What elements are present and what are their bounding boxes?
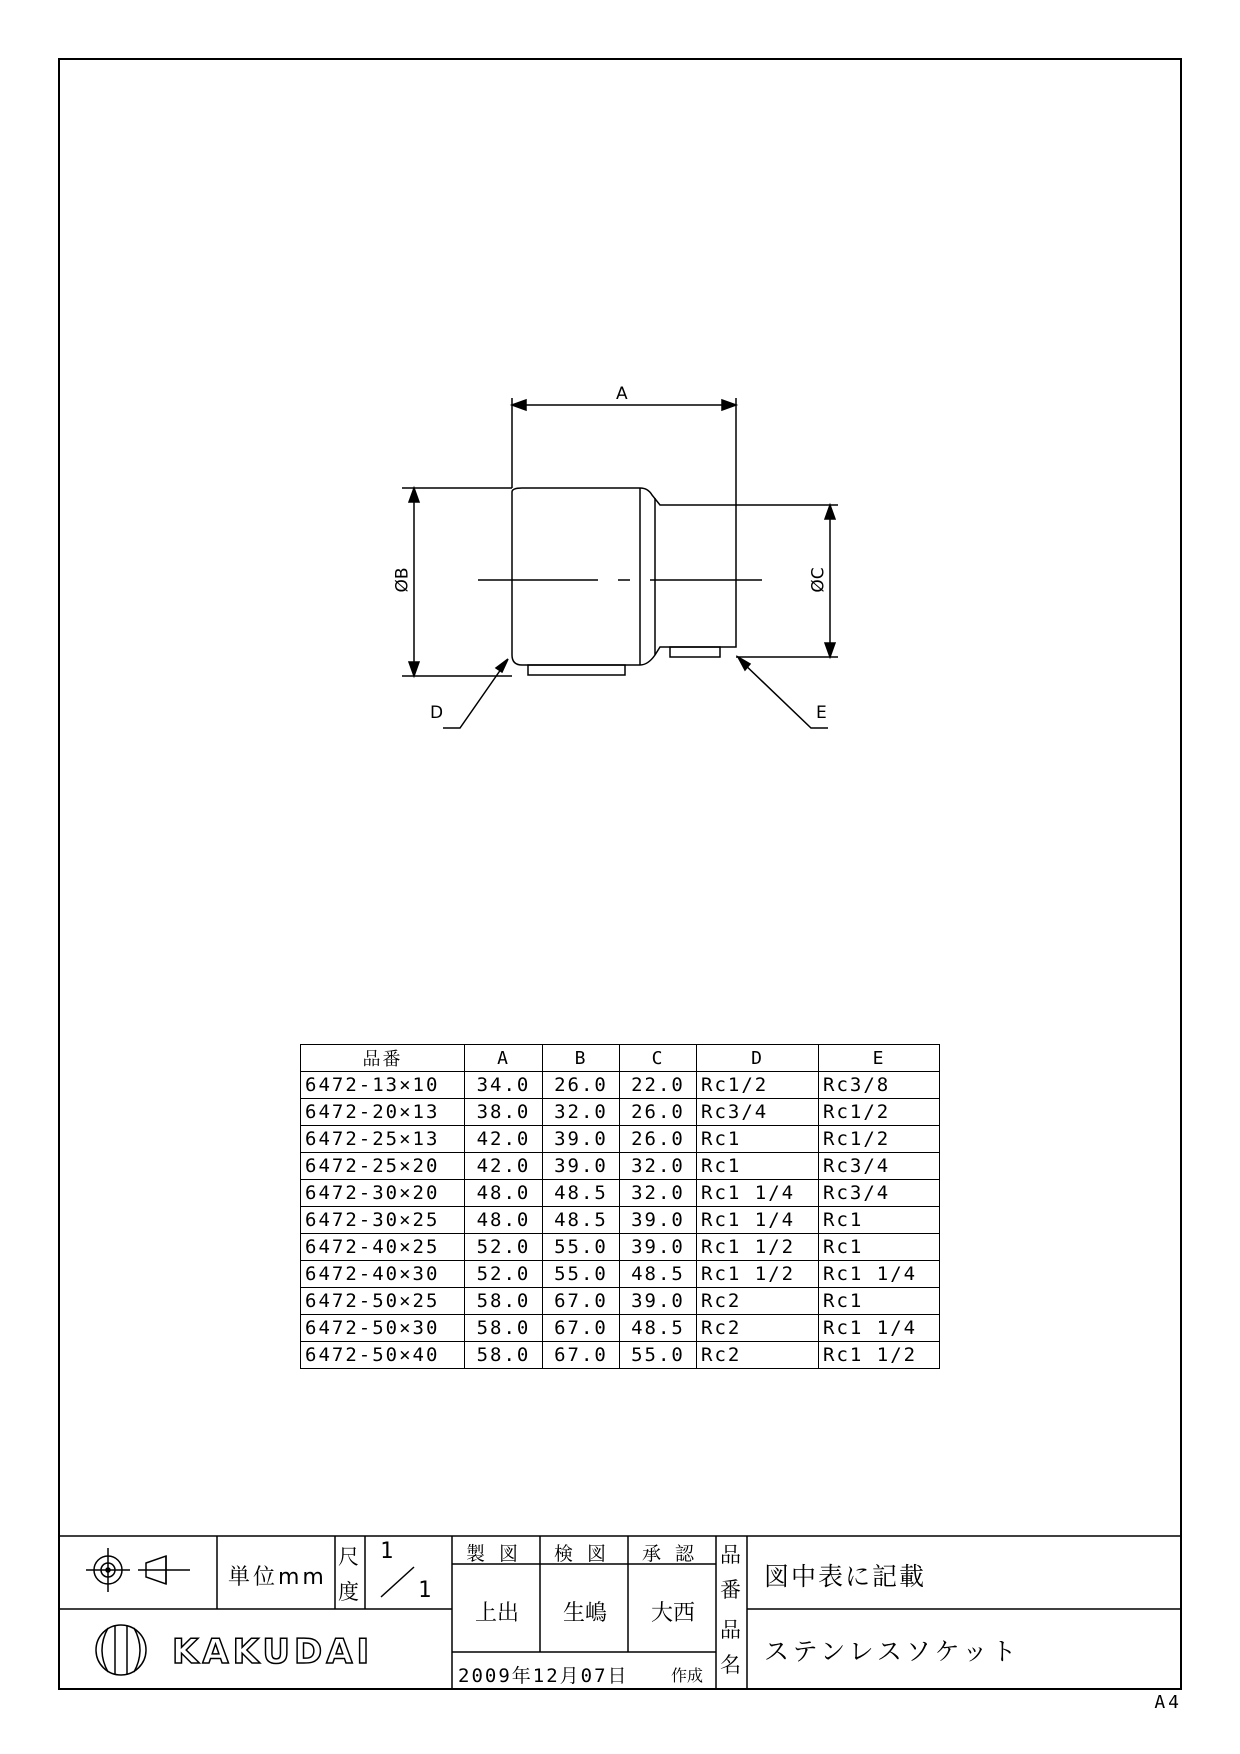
table-cell: Rc3/8 [819, 1072, 940, 1099]
header-part-no: 品番 [301, 1045, 465, 1072]
scale-denominator: 1 [418, 1578, 432, 1603]
table-cell: Rc3/4 [819, 1153, 940, 1180]
table-cell: 48.0 [465, 1207, 543, 1234]
table-cell: 26.0 [543, 1072, 620, 1099]
table-cell: 22.0 [620, 1072, 697, 1099]
table-cell: Rc1 [819, 1288, 940, 1315]
table-cell: Rc3/4 [697, 1099, 819, 1126]
approved-name: 大西 [651, 1601, 696, 1626]
part-name-value: ステンレスソケット [764, 1637, 1021, 1666]
table-cell: Rc1 1/4 [697, 1207, 819, 1234]
table-cell: 67.0 [543, 1342, 620, 1369]
table-cell: 6472-50×30 [301, 1315, 465, 1342]
created-label: 作成 [671, 1666, 704, 1685]
table-cell: Rc1 1/4 [819, 1261, 940, 1288]
scale-label-bottom: 度 [338, 1580, 359, 1604]
table-cell: 39.0 [620, 1234, 697, 1261]
table-cell: 26.0 [620, 1126, 697, 1153]
table-cell: Rc2 [697, 1315, 819, 1342]
table-cell: 58.0 [465, 1315, 543, 1342]
part-name-label-bottom: 名 [720, 1653, 741, 1677]
table-cell: Rc1 1/2 [697, 1234, 819, 1261]
table-cell: 55.0 [543, 1234, 620, 1261]
scale-numerator: 1 [380, 1539, 394, 1564]
table-cell: Rc3/4 [819, 1180, 940, 1207]
table-cell: 55.0 [543, 1261, 620, 1288]
dim-c-label: ØC [808, 567, 829, 593]
part-no-value: 図中表に記載 [764, 1562, 927, 1591]
table-cell: 6472-30×20 [301, 1180, 465, 1207]
table-cell: 6472-40×30 [301, 1261, 465, 1288]
table-cell: Rc1 [697, 1126, 819, 1153]
approved-label: 承 認 [642, 1543, 699, 1565]
table-cell: 42.0 [465, 1153, 543, 1180]
part-no-label-bottom: 番 [720, 1578, 741, 1602]
table-cell: 39.0 [620, 1288, 697, 1315]
table-cell: 52.0 [465, 1261, 543, 1288]
company-logo-text: KAKUDAI [172, 1632, 374, 1672]
header-b: B [543, 1045, 620, 1072]
table-cell: 6472-50×40 [301, 1342, 465, 1369]
table-cell: 26.0 [620, 1099, 697, 1126]
table-cell: 6472-13×10 [301, 1072, 465, 1099]
part-name-label-top: 品 [720, 1618, 741, 1642]
table-cell: 6472-50×25 [301, 1288, 465, 1315]
table-cell: 48.5 [620, 1261, 697, 1288]
table-cell: 6472-25×20 [301, 1153, 465, 1180]
table-cell: 6472-30×25 [301, 1207, 465, 1234]
table-cell: Rc1/2 [819, 1126, 940, 1153]
table-cell: 32.0 [620, 1180, 697, 1207]
table-cell: Rc1 1/4 [819, 1315, 940, 1342]
checked-name: 生嶋 [563, 1601, 608, 1626]
table-cell: 39.0 [543, 1126, 620, 1153]
table-cell: 38.0 [465, 1099, 543, 1126]
table-cell: 52.0 [465, 1234, 543, 1261]
header-e: E [819, 1045, 940, 1072]
unit-label: 単位mm [228, 1565, 327, 1590]
paper-size-label: A4 [1154, 1692, 1182, 1713]
table-cell: 32.0 [620, 1153, 697, 1180]
creation-date: 2009年12月07日 [458, 1665, 629, 1687]
table-cell: Rc1 1/2 [697, 1261, 819, 1288]
table-cell: 42.0 [465, 1126, 543, 1153]
drawn-label: 製 図 [466, 1543, 523, 1565]
table-cell: 39.0 [543, 1153, 620, 1180]
header-d: D [697, 1045, 819, 1072]
table-cell: 48.5 [620, 1315, 697, 1342]
part-no-label-top: 品 [720, 1543, 741, 1567]
table-cell: Rc1/2 [697, 1072, 819, 1099]
table-cell: Rc1 1/2 [819, 1342, 940, 1369]
table-cell: 67.0 [543, 1315, 620, 1342]
callout-d-label: D [430, 703, 444, 723]
header-c: C [620, 1045, 697, 1072]
table-cell: 48.0 [465, 1180, 543, 1207]
dim-a-label: A [616, 384, 628, 404]
table-cell: 58.0 [465, 1342, 543, 1369]
header-a: A [465, 1045, 543, 1072]
table-cell: Rc1 [819, 1234, 940, 1261]
table-cell: 55.0 [620, 1342, 697, 1369]
table-cell: Rc1 1/4 [697, 1180, 819, 1207]
checked-label: 検 図 [554, 1543, 611, 1565]
table-cell: 6472-20×13 [301, 1099, 465, 1126]
scale-label-top: 尺 [338, 1545, 359, 1569]
dim-b-label: ØB [392, 567, 413, 593]
table-cell: Rc2 [697, 1342, 819, 1369]
table-cell: 34.0 [465, 1072, 543, 1099]
table-cell: Rc1 [697, 1153, 819, 1180]
table-cell: 58.0 [465, 1288, 543, 1315]
table-cell: 48.5 [543, 1207, 620, 1234]
table-cell: Rc2 [697, 1288, 819, 1315]
drawn-name: 上出 [475, 1601, 520, 1626]
table-cell: 67.0 [543, 1288, 620, 1315]
table-cell: 6472-40×25 [301, 1234, 465, 1261]
table-cell: 6472-25×13 [301, 1126, 465, 1153]
table-cell: 32.0 [543, 1099, 620, 1126]
table-cell: Rc1/2 [819, 1099, 940, 1126]
table-cell: 39.0 [620, 1207, 697, 1234]
table-cell: 48.5 [543, 1180, 620, 1207]
callout-e-label: E [816, 703, 827, 723]
table-cell: Rc1 [819, 1207, 940, 1234]
